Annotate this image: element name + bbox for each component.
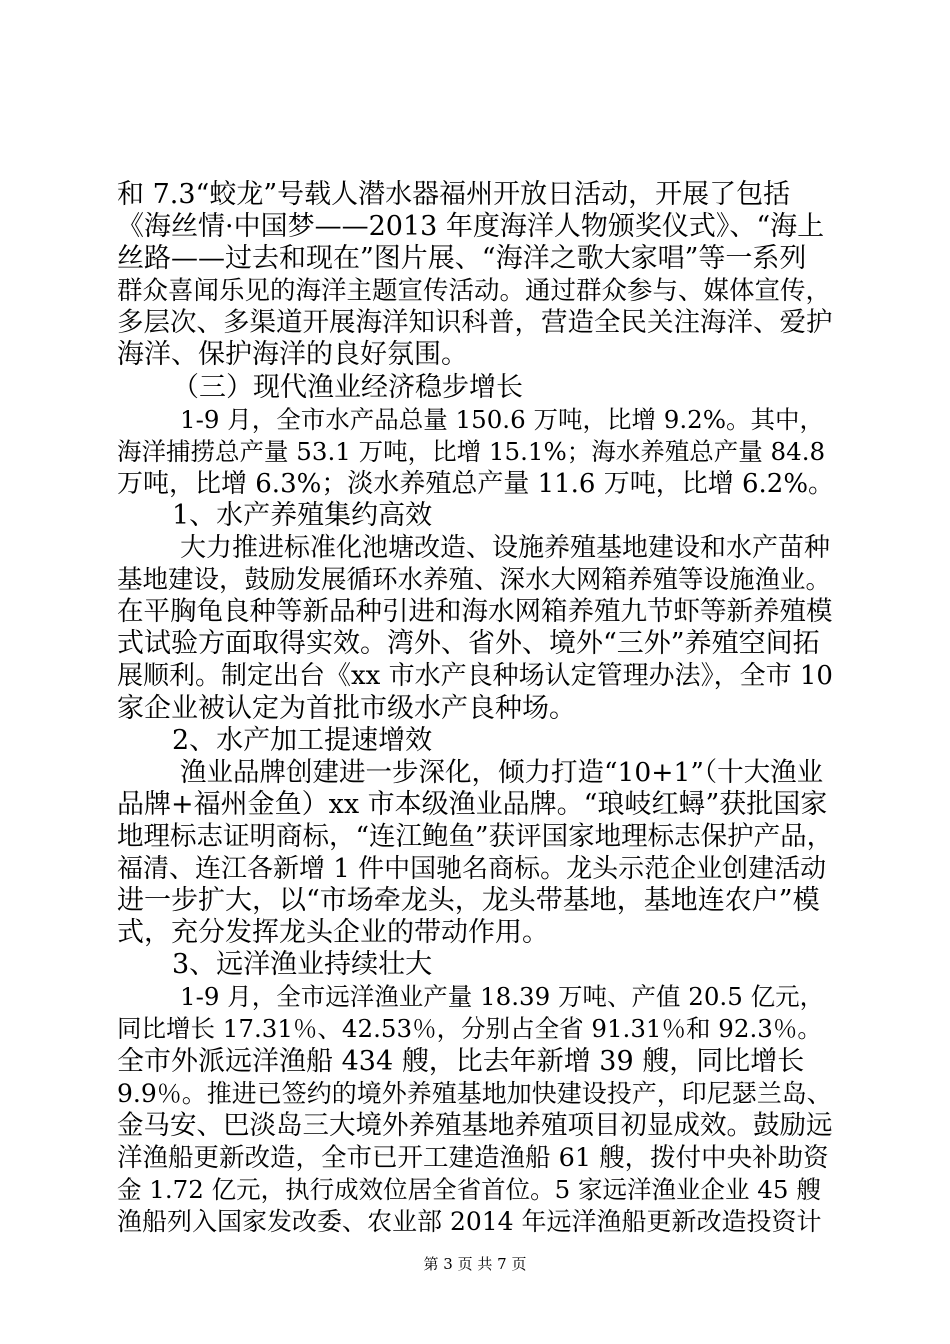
text-line: 丝路——过去和现在”图片展、“海洋之歌大家唱”等一系列: [117, 243, 807, 274]
text-line: 进一步扩大，以“市场牵龙头，龙头带基地，基地连农户”模: [117, 885, 820, 916]
text-line: 1-9 月，全市水产品总量 150.6 万吨，比增 9.2%。其中，: [180, 405, 824, 434]
text-line: 渔业品牌创建进一步深化，倾力打造“10+1”（十大渔业: [180, 757, 824, 788]
text-line: 家企业被认定为首批市级水产良种场。: [117, 693, 576, 724]
text-line: 式，充分发挥龙头企业的带动作用。: [117, 917, 549, 948]
text-line: 和 7.3“蛟龙”号载人潜水器福州开放日活动，开展了包括: [117, 179, 791, 210]
text-line: 品牌+福州金鱼）xx 市本级渔业品牌。“琅岐红蟳”获批国家: [117, 789, 828, 820]
text-line: 渔船列入国家发改委、农业部 2014 年远洋渔船更新改造投资计: [117, 1207, 822, 1236]
text-line: 洋渔船更新改造，全市已开工建造渔船 61 艘，拨付中央补助资: [117, 1143, 829, 1173]
text-line: 地理标志证明商标，“连江鲍鱼”获评国家地理标志保护产品，: [117, 821, 834, 852]
text-line: 1-9 月，全市远洋渔业产量 18.39 万吨、产值 20.5 亿元，: [180, 982, 825, 1011]
text-line: 海洋、保护海洋的良好氛围。: [117, 339, 468, 370]
text-line: 全市外派远洋渔船 434 艘，比去年新增 39 艘，同比增长: [117, 1046, 805, 1077]
text-line: 万吨，比增 6.3%；淡水养殖总产量 11.6 万吨，比增 6.2%。: [117, 469, 835, 499]
text-line: 多层次、多渠道开展海洋知识科普，营造全民关注海洋、爱护: [117, 307, 833, 338]
text-line: 在平胸龟良种等新品种引进和海水网箱养殖九节虾等新养殖模: [117, 596, 833, 627]
text-line: 大力推进标准化池塘改造、设施养殖基地建设和水产苗种: [180, 533, 831, 563]
text-line: 基地建设，鼓励发展循环水养殖、深水大网箱养殖等设施渔业。: [117, 565, 832, 595]
subsection-heading: 2、水产加工提速增效: [172, 725, 433, 756]
page-footer: 第 3 页 共 7 页: [423, 1255, 527, 1273]
text-line: 展顺利。制定出台《xx 市水产良种场认定管理办法》，全市 10: [117, 661, 833, 691]
text-line: 福清、连江各新增 1 件中国驰名商标。龙头示范企业创建活动: [117, 854, 827, 884]
text-line: 群众喜闻乐见的海洋主题宣传活动。通过群众参与、媒体宣传，: [117, 276, 832, 306]
text-line: 金马安、巴淡岛三大境外养殖基地养殖项目初显成效。鼓励远: [117, 1110, 833, 1141]
text-line: 海洋捕捞总产量 53.1 万吨，比增 15.1%；海水养殖总产量 84.8: [117, 437, 826, 466]
text-line: 9.9％。推进已签约的境外养殖基地加快建设投产，印尼瑟兰岛、: [117, 1079, 832, 1108]
subsection-heading: 1、水产养殖集约高效: [172, 500, 433, 531]
text-line: 式试验方面取得实效。湾外、省外、境外“三外”养殖空间拓: [117, 628, 820, 659]
subsection-heading: 3、远洋渔业持续壮大: [172, 949, 433, 980]
text-line: 《海丝情·中国梦——2013 年度海洋人物颁奖仪式》、“海上: [117, 211, 825, 242]
section-heading: （三）现代渔业经济稳步增长: [172, 372, 523, 403]
text-line: 同比增长 17.31％、42.53％，分别占全省 91.31％和 92.3％。: [117, 1014, 822, 1043]
text-line: 金 1.72 亿元，执行成效位居全省首位。5 家远洋渔业企业 45 艘: [117, 1175, 821, 1204]
